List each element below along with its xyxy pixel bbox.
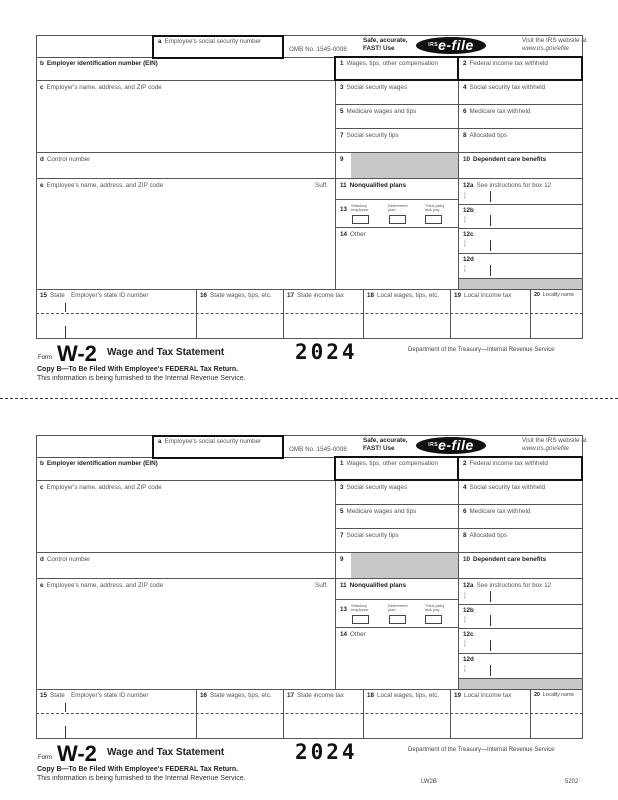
form-name: W-2: [57, 341, 97, 366]
visit-text: Visit the IRS website at: [522, 37, 587, 44]
divider: [458, 653, 583, 654]
divider: [335, 457, 336, 689]
copy-line: Copy B—To Be Filed With Employee's FEDERAL Tax Return.: [37, 766, 239, 773]
box-5-label: 5 Medicare wages and tips: [340, 508, 417, 515]
box-10-label: 10 Dependent care benefits: [463, 156, 547, 163]
code-label: Code: [463, 592, 467, 600]
box-14-label: 14 Other: [340, 231, 366, 238]
visit-text: Visit the IRS website at: [522, 437, 587, 444]
code-divider: [490, 665, 491, 676]
box-c-label: c Employer's name, address, and ZIP code: [40, 84, 162, 91]
copy-line: Copy B—To Be Filed With Employee's FEDERAL Tax Return.: [37, 366, 239, 373]
divider: [450, 289, 451, 339]
divider: [335, 104, 583, 105]
box-12d-label: 12d: [463, 256, 474, 263]
state-id-label: Employer's state ID number: [71, 692, 149, 699]
divider: [458, 457, 459, 689]
safe-text: Safe, accurate,: [363, 437, 408, 444]
box-12b-label: 12b: [463, 207, 474, 214]
form-word: Form: [38, 755, 52, 761]
box-20-label: 20 Locality name: [534, 692, 575, 698]
suffix-label: Suff.: [315, 582, 328, 589]
row-divider-dashed: [36, 713, 583, 714]
form-title: Wage and Tax Statement: [107, 747, 225, 758]
box-e-label: e Employee's name, address, and ZIP code: [40, 582, 164, 589]
retirement-label: Retirement plan: [388, 603, 408, 612]
box-1-label: 1 Wages, tips, other compensation: [340, 460, 438, 467]
state-id-label: Employer's state ID number: [71, 292, 149, 299]
suffix-label: Suff.: [315, 182, 328, 189]
box-14-label: 14 Other: [340, 631, 366, 638]
statutory-checkbox[interactable]: [352, 215, 369, 224]
box-9-shade: [351, 553, 458, 578]
divider: [458, 204, 583, 205]
divider: [335, 199, 458, 200]
box-4-label: 4 Social security tax withheld: [463, 84, 546, 91]
state-divider: [65, 326, 66, 338]
box-12d-label: 12d: [463, 656, 474, 663]
row-divider-dashed: [36, 313, 583, 314]
box-11-label: 11 Nonqualified plans: [340, 582, 406, 589]
box-8-label: 8 Allocated tips: [463, 532, 507, 539]
divider: [283, 289, 284, 339]
thirdparty-label: Third-party sick pay: [425, 603, 445, 612]
box-10-label: 10 Dependent care benefits: [463, 556, 547, 563]
box-8-label: 8 Allocated tips: [463, 132, 507, 139]
box-20-label: 20 Locality name: [534, 292, 575, 298]
divider: [36, 152, 583, 153]
code-label: Code: [463, 216, 467, 224]
divider: [450, 689, 451, 739]
box-12b-label: 12b: [463, 607, 474, 614]
box-15-label: 15 State: [40, 292, 65, 299]
box-a-label: a Employee's social security number: [158, 38, 262, 45]
footer-number: 5202: [565, 779, 579, 785]
code-label: Code: [463, 616, 467, 624]
code-divider: [490, 640, 491, 651]
box-18-label: 18 Local wages, tips, etc.: [367, 292, 439, 299]
box-3-label: 3 Social security wages: [340, 484, 408, 491]
box-a-label: a Employee's social security number: [158, 438, 262, 445]
statutory-label: Statutory employee: [351, 203, 369, 212]
box-7-label: 7 Social security tips: [340, 132, 399, 139]
visit-url: www.irs.gov/efile: [522, 445, 569, 452]
state-divider: [65, 303, 66, 312]
divider: [335, 504, 583, 505]
department: Department of the Treasury—Internal Revenue Service: [408, 347, 555, 353]
box-d-label: d Control number: [40, 556, 91, 563]
code-label: Code: [463, 640, 467, 648]
box-5-label: 5 Medicare wages and tips: [340, 108, 417, 115]
box-18-label: 18 Local wages, tips, etc.: [367, 692, 439, 699]
statutory-label: Statutory employee: [351, 603, 369, 612]
code-label: Code: [463, 665, 467, 673]
w2-form-bottom: [0, 400, 618, 800]
box-17-label: 17 State income tax: [287, 692, 344, 699]
code-label: Code: [463, 192, 467, 200]
safe-text-2: FAST! Use: [363, 45, 395, 52]
divider: [458, 228, 583, 229]
thirdparty-checkbox[interactable]: [425, 615, 442, 624]
retirement-label: Retirement plan: [388, 203, 408, 212]
retirement-checkbox[interactable]: [389, 215, 406, 224]
visit-url: www.irs.gov/efile: [522, 45, 569, 52]
box-3-label: 3 Social security wages: [340, 84, 408, 91]
box-19-label: 19 Local income tax: [454, 292, 512, 299]
state-divider: [65, 703, 66, 712]
department: Department of the Treasury—Internal Revenue Service: [408, 747, 555, 753]
code-label: Code: [463, 265, 467, 273]
box-12-shade: [459, 279, 582, 289]
safe-text-2: FAST! Use: [363, 445, 395, 452]
divider: [36, 552, 583, 553]
code-divider: [490, 265, 491, 276]
box-9-shade: [351, 153, 458, 178]
box-19-label: 19 Local income tax: [454, 692, 512, 699]
info-line: This information is being furnished to the Internal Revenue Service.: [37, 775, 246, 782]
omb-number: OMB No. 1545-0008: [289, 46, 347, 53]
divider: [36, 289, 583, 290]
box-13-label: 13: [340, 606, 348, 613]
box-16-label: 16 State wages, tips, etc.: [200, 292, 272, 299]
info-line: This information is being furnished to the Internal Revenue Service.: [37, 375, 246, 382]
box-12c-label: 12c: [463, 231, 474, 238]
divider: [335, 57, 336, 289]
box-11-label: 11 Nonqualified plans: [340, 182, 406, 189]
box-7-label: 7 Social security tips: [340, 532, 399, 539]
box-b-label: b Employer identification number (EIN): [40, 460, 158, 467]
divider: [335, 528, 583, 529]
divider: [458, 253, 583, 254]
divider: [335, 227, 458, 228]
box-15-label: 15 State: [40, 692, 65, 699]
statutory-checkbox[interactable]: [352, 615, 369, 624]
box-12a-label: 12a See instructions for box 12: [463, 182, 552, 189]
divider: [530, 689, 531, 739]
box-b-label: b Employer identification number (EIN): [40, 60, 158, 67]
divider: [36, 178, 583, 179]
thirdparty-checkbox[interactable]: [425, 215, 442, 224]
retirement-checkbox[interactable]: [389, 615, 406, 624]
thirdparty-label: Third-party sick pay: [425, 203, 445, 212]
box-6-label: 6 Medicare tax withheld: [463, 508, 531, 515]
box-6-label: 6 Medicare tax withheld: [463, 108, 531, 115]
code-divider: [490, 615, 491, 626]
footer-form-code: LW2B: [421, 779, 437, 785]
form-title: Wage and Tax Statement: [107, 347, 225, 358]
box-9-label: 9: [340, 556, 344, 563]
code-divider: [490, 240, 491, 251]
divider: [530, 289, 531, 339]
form-name: W-2: [57, 741, 97, 766]
box-16-label: 16 State wages, tips, etc.: [200, 692, 272, 699]
box-9-label: 9: [340, 156, 344, 163]
box-2-label: 2 Federal income tax withheld: [463, 460, 548, 467]
divider: [458, 604, 583, 605]
divider: [335, 627, 458, 628]
form-word: Form: [38, 355, 52, 361]
divider: [196, 689, 197, 739]
divider: [458, 57, 459, 289]
omb-number: OMB No. 1545-0008: [289, 446, 347, 453]
box-12c-label: 12c: [463, 631, 474, 638]
tax-year: 2024: [295, 740, 358, 764]
box-4-label: 4 Social security tax withheld: [463, 484, 546, 491]
box-e-label: e Employee's name, address, and ZIP code: [40, 182, 164, 189]
divider: [335, 599, 458, 600]
cut-line: [0, 398, 618, 399]
divider: [335, 128, 583, 129]
divider: [458, 628, 583, 629]
code-label: Code: [463, 240, 467, 248]
box-2-label: 2 Federal income tax withheld: [463, 60, 548, 67]
box-1-label: 1 Wages, tips, other compensation: [340, 60, 438, 67]
box-12a-label: 12a See instructions for box 12: [463, 582, 552, 589]
state-divider: [65, 726, 66, 738]
box-c-label: c Employer's name, address, and ZIP code: [40, 484, 162, 491]
box-d-label: d Control number: [40, 156, 91, 163]
efile-logo: $^{IRS}$e-file: [416, 37, 486, 54]
efile-logo: $^{IRS}$e-file: [416, 437, 486, 454]
divider: [36, 689, 583, 690]
divider: [36, 578, 583, 579]
tax-year: 2024: [295, 340, 358, 364]
divider: [363, 689, 364, 739]
divider: [363, 289, 364, 339]
divider: [283, 689, 284, 739]
box-13-label: 13: [340, 206, 348, 213]
code-divider: [490, 191, 491, 202]
code-divider: [490, 215, 491, 226]
safe-text: Safe, accurate,: [363, 37, 408, 44]
box-12-shade: [459, 679, 582, 689]
box-17-label: 17 State income tax: [287, 292, 344, 299]
divider: [196, 289, 197, 339]
code-divider: [490, 591, 491, 602]
